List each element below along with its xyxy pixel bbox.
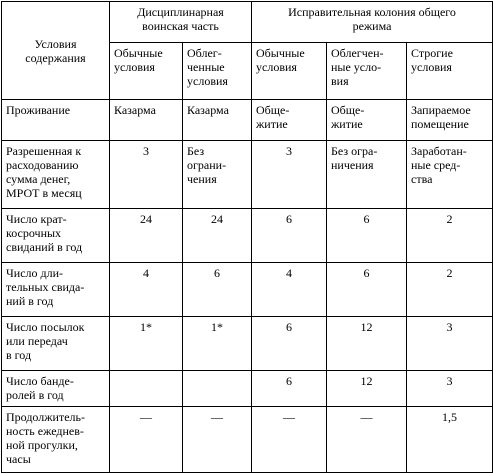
header-military-unit: Дисциплинарная воинская часть bbox=[110, 2, 252, 43]
table-cell: Обще- житие bbox=[252, 100, 327, 141]
table-cell: 1* bbox=[183, 316, 252, 370]
table-cell: 3 bbox=[252, 141, 327, 209]
table-cell: Заработан- ные сред- ства bbox=[407, 141, 493, 209]
header-sub-cell: Облег- ченные условия bbox=[183, 43, 252, 100]
table-row bbox=[2, 141, 493, 209]
table-cell: Без огра- ничения bbox=[327, 141, 407, 209]
table-cell: — bbox=[110, 406, 183, 472]
table-cell: 6 bbox=[327, 262, 407, 316]
header-sub-cell: Обычные условия bbox=[110, 43, 183, 100]
table-cell bbox=[183, 370, 252, 406]
table-cell: 2 bbox=[407, 209, 493, 262]
table-row bbox=[2, 406, 493, 472]
header-sub-cell: Облегчен- ные усло- вия bbox=[327, 43, 407, 100]
table-cell: 1,5 bbox=[407, 406, 493, 472]
header-colony: Исправительная колония общего режима bbox=[252, 2, 493, 43]
table-cell: 12 bbox=[327, 316, 407, 370]
table-cell: 24 bbox=[183, 209, 252, 262]
table-row bbox=[2, 370, 493, 406]
table-cell: — bbox=[327, 406, 407, 472]
row-label: Проживание bbox=[2, 100, 110, 141]
table-cell: 12 bbox=[327, 370, 407, 406]
table-cell: Казарма bbox=[183, 100, 252, 141]
table-cell: Обще- житие bbox=[327, 100, 407, 141]
header-sub-cell: Обычные условия bbox=[252, 43, 327, 100]
table-cell: 2 bbox=[407, 262, 493, 316]
row-label: Число посылок или передач в год bbox=[2, 316, 110, 370]
table-cell: 6 bbox=[252, 370, 327, 406]
table-cell: 24 bbox=[110, 209, 183, 262]
table-cell bbox=[110, 370, 183, 406]
table-cell: 3 bbox=[407, 316, 493, 370]
table-body bbox=[2, 100, 493, 473]
table-row bbox=[2, 262, 493, 316]
table-cell: 6 bbox=[252, 209, 327, 262]
table-row bbox=[2, 316, 493, 370]
row-label: Разрешенная к расходованию сумма денег, МРОТ в месяц bbox=[2, 141, 110, 209]
header-conditions: Условия содержания bbox=[2, 2, 110, 100]
table-cell: 4 bbox=[110, 262, 183, 316]
row-label: Число банде- ролей в год bbox=[2, 370, 110, 406]
table-cell: Запираемое помещение bbox=[407, 100, 493, 141]
table-cell: 6 bbox=[252, 316, 327, 370]
table-cell: 1* bbox=[110, 316, 183, 370]
table-row bbox=[2, 100, 493, 141]
table-cell: Казарма bbox=[110, 100, 183, 141]
table-cell: 3 bbox=[407, 370, 493, 406]
table-cell: — bbox=[183, 406, 252, 472]
row-label: Продолжитель- ность ежеднев- ной прогулки, часы bbox=[2, 406, 110, 472]
table-cell: — bbox=[252, 406, 327, 472]
row-label: Число дли- тельных свида- ний в год bbox=[2, 262, 110, 316]
table-cell: 6 bbox=[327, 209, 407, 262]
table-row bbox=[2, 209, 493, 262]
conditions-table bbox=[1, 1, 493, 473]
table-cell: Без ограни- чения bbox=[183, 141, 252, 209]
table-cell: 6 bbox=[183, 262, 252, 316]
row-label: Число крат- косрочных свиданий в год bbox=[2, 209, 110, 262]
table-cell: 4 bbox=[252, 262, 327, 316]
header-sub-cell: Строгие условия bbox=[407, 43, 493, 100]
header-row-top bbox=[2, 2, 493, 43]
table-cell: 3 bbox=[110, 141, 183, 209]
